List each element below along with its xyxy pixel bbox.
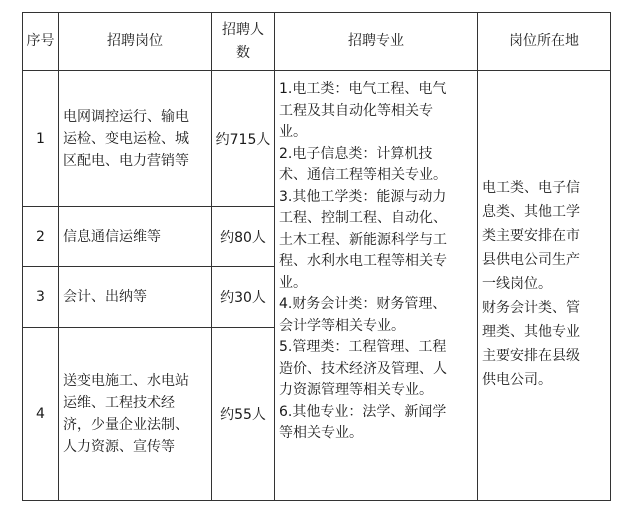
major-line: 2.电子信息类：计算机技: [279, 145, 433, 162]
position-line: 电网调控运行、输电: [63, 108, 189, 125]
row-index: 4: [23, 328, 59, 501]
row-index: 1: [23, 71, 59, 207]
header-count-line: 数: [236, 44, 250, 61]
header-count: [212, 13, 275, 71]
major-line: 等相关专业。: [279, 425, 363, 441]
position-line: 区配电、电力营销等: [63, 152, 189, 169]
row-index: 2: [23, 207, 59, 267]
major-line: 术、通信工程等相关专业。: [279, 167, 447, 183]
location-cell: [478, 71, 611, 501]
major-line: 1.电工类：电气工程、电气: [279, 81, 447, 97]
row-position: [59, 267, 212, 328]
row-position: [59, 71, 212, 207]
major-line: 5.管理类：工程管理、工程: [279, 339, 447, 355]
major-line: 业。: [279, 274, 307, 291]
row-position: [59, 328, 212, 501]
position-line: 送变电施工、水电站: [63, 373, 189, 389]
position-line: 会计、出纳等: [63, 289, 147, 305]
major-line: 会计学等相关专业。: [279, 317, 405, 334]
major-line: 6.其他专业：法学、新闻学: [279, 403, 447, 420]
major-line: 力资源管理等相关专业。: [279, 382, 433, 398]
location-line: 类主要安排在市: [482, 228, 580, 244]
major-line: 造价、技术经济及管理、人: [279, 360, 447, 377]
recruitment-table: [22, 12, 611, 501]
position-line: 信息通信运维等: [63, 228, 161, 245]
location-line: 一线岗位。: [482, 276, 552, 292]
row-count: 约715人: [212, 71, 275, 207]
major-line: 业。: [279, 124, 307, 140]
header-count-line: 招聘人: [222, 21, 264, 38]
major-line: 工程及其自动化等相关专: [279, 102, 433, 119]
header-position: 招聘岗位: [59, 13, 212, 71]
row-count: 约30人: [212, 267, 275, 328]
header-location: 岗位所在地: [478, 13, 611, 71]
table-row: [23, 71, 611, 207]
row-count: 约55人: [212, 328, 275, 501]
major-line: 工程、控制工程、自动化、: [279, 210, 447, 226]
location-line: 主要安排在县级: [482, 348, 580, 364]
location-line: 理类、其他专业: [482, 324, 580, 340]
header-index: 序号: [23, 13, 59, 71]
location-line: 息类、其他工学: [482, 204, 580, 220]
header-major: 招聘专业: [275, 13, 478, 71]
major-line: 4.财务会计类：财务管理、: [279, 296, 447, 312]
row-position: [59, 207, 212, 267]
major-cell: [275, 71, 478, 501]
position-line: 济，少量企业法制、: [63, 417, 189, 433]
major-line: 程、水利水电工程等相关专: [279, 253, 447, 269]
position-line: 运检、变电运检、城: [63, 130, 189, 147]
header-row: [23, 13, 611, 71]
row-count: 约80人: [212, 207, 275, 267]
major-line: 3.其他工学类：能源与动力: [279, 188, 447, 205]
position-line: 运维、工程技术经: [63, 395, 175, 411]
row-index: 3: [23, 267, 59, 328]
location-line: 县供电公司生产: [482, 252, 580, 268]
major-line: 土木工程、新能源科学与工: [279, 231, 447, 248]
location-line: 供电公司。: [482, 372, 552, 388]
location-line: 电工类、电子信: [482, 180, 580, 196]
position-line: 人力资源、宣传等: [63, 439, 175, 455]
location-line: 财务会计类、管: [482, 300, 580, 316]
